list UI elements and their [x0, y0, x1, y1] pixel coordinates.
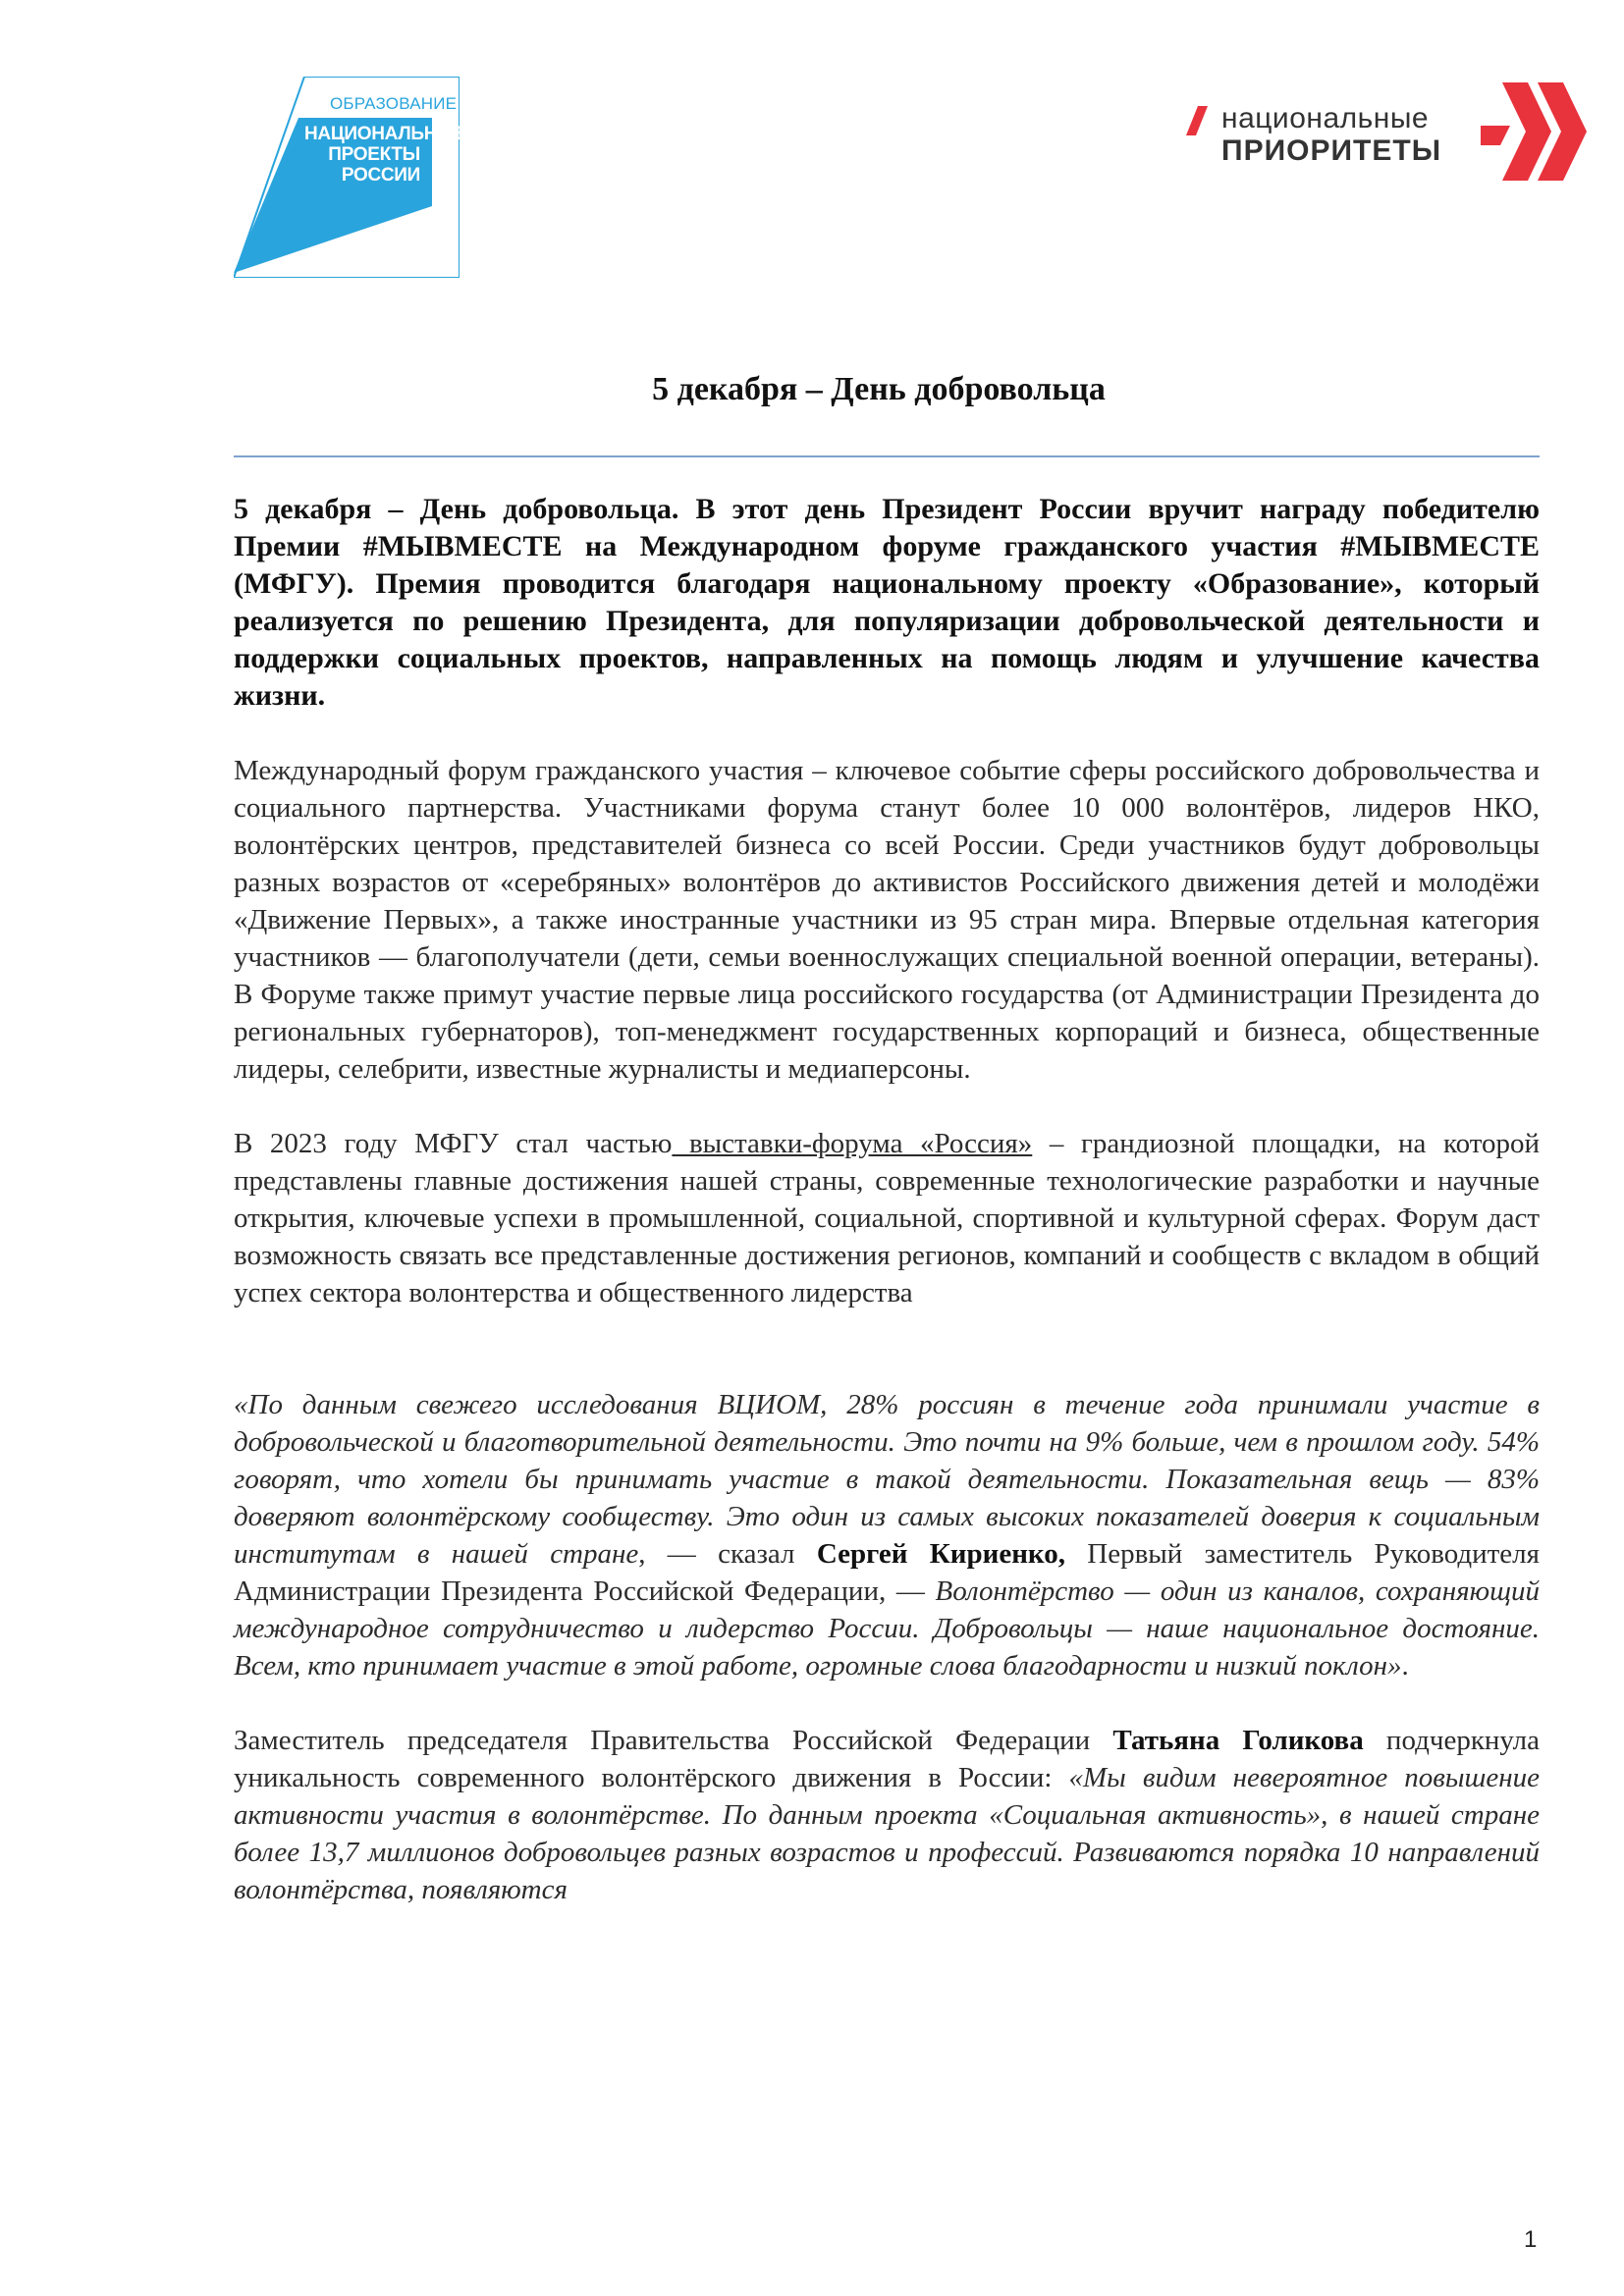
golikova-middle: подчеркнула уникальность современного волонтёрского движения в России:	[234, 1725, 1540, 1793]
title-divider	[234, 455, 1540, 457]
paragraph-kirienko-quote	[234, 1386, 1540, 1684]
page-number: 1	[1524, 2226, 1538, 2253]
page-title: 5 декабря – День добровольца	[652, 371, 1106, 407]
golikova-intro: Заместитель председателя Правительства Российской Федерации	[234, 1725, 1113, 1756]
logo-national-priorities	[1186, 82, 1598, 181]
paragraph-exhibition	[234, 1125, 1540, 1311]
paragraph-exhibition-text-2: – грандиозной площадки, на которой представлены главные достижения нашей страны, современные технологические разработки и научные открытия, ключевые успехи в промышленной, социальной, спортивной и культурной сферах. Форум даст возможность связать все представленные достижения регионов, компаний и сообществ с вкладом в общий успех сектора волонтерства и общественного лидерства	[234, 1128, 1541, 1308]
lead-paragraph: 5 декабря – День добровольца. В этот день Президент России вручит награду победителю Премии #МЫВМЕСТЕ на Международном форуме гражданского участия #МЫВМЕСТЕ (МФГУ). Премия проводится благодаря национальному проекту «Образование», который реализуется по решению Президента, для популяризации добровольческой деятельности и поддержки социальных проектов, направленных на помощь людям и улучшение качества жизни.	[234, 493, 1540, 712]
speaker-name-kirienko: Сергей Кириенко,	[816, 1538, 1066, 1570]
document-body	[234, 491, 1540, 1908]
golikova-quote: «Мы видим невероятное повышение активности участия в волонтёрстве. По данным проекта «Социальная активность», в нашей стране более 13,7 миллионов добровольцев разных возрастов и профессий. Развиваются порядка 10 направлений волонтёрства, появляются	[234, 1762, 1540, 1905]
logo-right-line-1: национальные	[1221, 102, 1430, 134]
logo-slash-icon	[1186, 106, 1216, 135]
exhibition-link[interactable]: выставки-форума «Россия»	[672, 1128, 1033, 1159]
logo-line-2: ПРОЕКТЫ	[328, 144, 420, 165]
paragraph-golikova	[234, 1722, 1540, 1908]
paragraph-exhibition-text-1: В 2023 году МФГУ стал частью	[234, 1128, 673, 1159]
logo-main-text	[304, 124, 467, 186]
logo-arrows-icon	[1481, 82, 1591, 181]
quote-part-2: Волонтёрство — один из каналов, сохраняющий международное сотрудничество и лидерство России. Добровольцы — наше национальное достояние. Всем, кто принимает участие в этой работе, огромные слова благодарности и низкий поклон»	[234, 1575, 1540, 1682]
speaker-name-golikova: Татьяна Голикова	[1112, 1725, 1364, 1756]
logo-right-line-2: ПРИОРИТЕТЫ	[1221, 134, 1442, 167]
speaker-role: Первый заместитель Руководителя Администрации Президента Российской Федерации, —	[234, 1538, 1540, 1607]
logo-education-national-projects	[234, 77, 467, 278]
quote-end: .	[1401, 1650, 1409, 1682]
quote-separator: , — сказал	[638, 1538, 817, 1570]
logo-line-1: НАЦИОНАЛЬНЫЕ	[304, 124, 467, 144]
logo-line-3: РОССИИ	[341, 165, 420, 186]
paragraph-forum: Международный форум гражданского участия – ключевое событие сферы российского добровольчества и социального партнерства. Участниками форума станут более 10 000 волонтёров, лидеров НКО, волонтёрских центров, представителей бизнеса со всей России. Среди участников будут добровольцы разных возрастов от «серебряных» волонтёров до активистов Российского движения детей и молодёжи «Движение Первых», а также иностранные участники из 95 стран мира. Впервые отдельная категория участников — благополучатели (дети, семьи военнослужащих специальной военной операции, ветераны). В Форуме также примут участие первые лица российского государства (от Администрации Президента до региональных губернаторов), топ-менеджмент государственных корпораций и бизнеса, общественные лидеры, селебрити, известные журналисты и медиаперсоны.	[234, 755, 1540, 1085]
logo-top-text: ОБРАЗОВАНИЕ	[330, 94, 458, 113]
quote-part-1: «По данным свежего исследования ВЦИОМ, 28% россиян в течение года принимали участие в добровольческой и благотворительной деятельности. Это почти на 9% больше, чем в прошлом году. 54% говорят, что хотели бы принимать участие в такой деятельности. Показательная вещь — 83% доверяют волонтёрскому сообществу. Это один из самых высоких показателей доверия к социальным институтам в нашей стране	[234, 1389, 1540, 1570]
